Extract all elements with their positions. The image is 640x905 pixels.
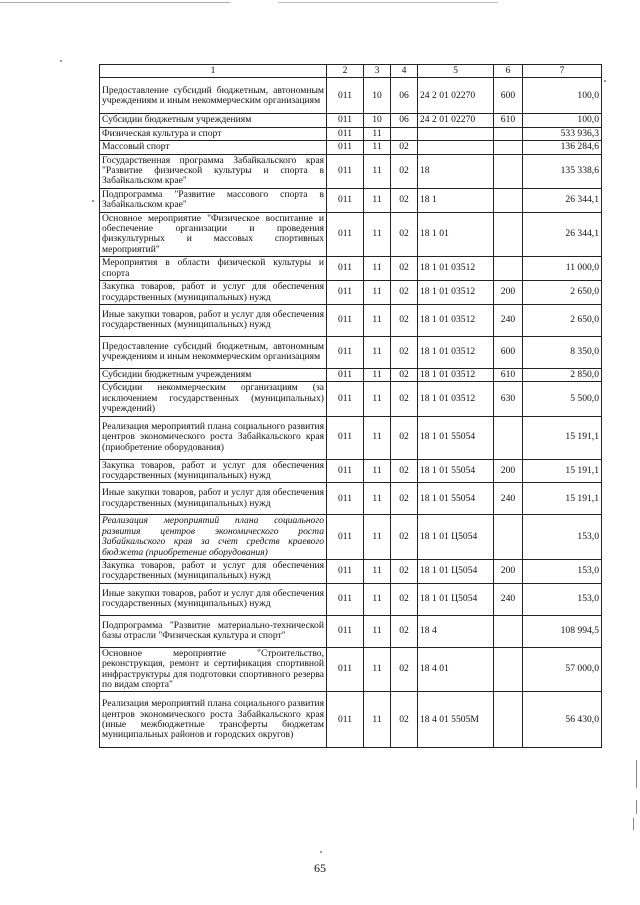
row-amount-cell: 56 430,0 — [523, 692, 602, 748]
row-subsection-cell: 06 — [391, 78, 418, 114]
row-expense-type-cell — [494, 515, 523, 560]
row-expense-type-cell — [494, 416, 523, 459]
row-target-article-cell: 18 1 01 55054 — [418, 459, 494, 483]
table-row — [100, 188, 602, 212]
row-name-cell: Физическая культура и спорт — [100, 127, 327, 140]
row-admin-code-cell: 011 — [327, 515, 364, 560]
row-section-cell: 11 — [364, 583, 391, 615]
row-name-cell: Подпрограмма "Развитие материально-технической базы отрасли "Физическая культура и спорт" — [100, 615, 327, 647]
row-target-article-cell: 18 1 01 Ц5054 — [418, 559, 494, 583]
row-name-cell: Предоставление субсидий бюджетным, автономным учреждениям и иным некоммерческим организациям — [100, 336, 327, 368]
row-subsection-cell: 02 — [391, 559, 418, 583]
row-target-article-cell: 18 1 01 03512 — [418, 382, 494, 416]
row-admin-code-cell: 011 — [327, 212, 364, 257]
row-amount-cell: 11 000,0 — [523, 257, 602, 281]
row-target-article-cell — [418, 141, 494, 154]
row-subsection-cell: 02 — [391, 647, 418, 692]
row-amount-cell: 153,0 — [523, 559, 602, 583]
row-section-cell: 11 — [364, 515, 391, 560]
row-section-cell: 11 — [364, 188, 391, 212]
row-subsection-cell: 02 — [391, 382, 418, 416]
row-amount-cell: 2 650,0 — [523, 304, 602, 336]
header-cell: 3 — [364, 65, 391, 78]
row-section-cell: 11 — [364, 304, 391, 336]
row-admin-code-cell: 011 — [327, 257, 364, 281]
row-subsection-cell: 02 — [391, 188, 418, 212]
row-name-cell: Субсидии бюджетным учреждениям — [100, 114, 327, 127]
row-target-article-cell: 18 1 01 03512 — [418, 257, 494, 281]
row-amount-cell: 153,0 — [523, 583, 602, 615]
row-section-cell: 11 — [364, 141, 391, 154]
row-subsection-cell: 02 — [391, 212, 418, 257]
row-admin-code-cell: 011 — [327, 483, 364, 515]
row-expense-type-cell: 200 — [494, 559, 523, 583]
row-amount-cell: 100,0 — [523, 114, 602, 127]
row-section-cell: 10 — [364, 78, 391, 114]
row-name-cell: Основное мероприятие "Физическое воспитание и обеспечение организации и проведения физкультурных и массовых спортивных мероприятий" — [100, 212, 327, 257]
row-section-cell: 11 — [364, 559, 391, 583]
row-name-cell: Государственная программа Забайкальского края "Развитие физической культуры и спорта в Забайкальском крае" — [100, 154, 327, 188]
row-section-cell: 11 — [364, 154, 391, 188]
row-amount-cell: 15 191,1 — [523, 483, 602, 515]
row-subsection-cell: 02 — [391, 459, 418, 483]
row-target-article-cell: 18 4 01 — [418, 647, 494, 692]
row-expense-type-cell — [494, 188, 523, 212]
row-subsection-cell: 02 — [391, 336, 418, 368]
row-target-article-cell: 18 1 01 03512 — [418, 336, 494, 368]
table-row — [100, 304, 602, 336]
row-subsection-cell: 02 — [391, 154, 418, 188]
row-expense-type-cell: 200 — [494, 459, 523, 483]
row-target-article-cell: 18 1 01 Ц5054 — [418, 583, 494, 615]
header-cell: 4 — [391, 65, 418, 78]
row-expense-type-cell: 240 — [494, 483, 523, 515]
row-expense-type-cell: 200 — [494, 281, 523, 305]
row-name-cell: Иные закупки товаров, работ и услуг для обеспечения государственных (муниципальных) нужд — [100, 304, 327, 336]
row-amount-cell: 15 191,1 — [523, 416, 602, 459]
table-row — [100, 583, 602, 615]
row-target-article-cell: 18 1 01 03512 — [418, 304, 494, 336]
row-name-cell: Реализация мероприятий плана социального развития центров экономического роста Забайкальского края (приобретение оборудования) — [100, 416, 327, 459]
row-section-cell: 11 — [364, 416, 391, 459]
row-name-cell: Закупка товаров, работ и услуг для обеспечения государственных (муниципальных) нужд — [100, 281, 327, 305]
row-subsection-cell: 06 — [391, 114, 418, 127]
row-admin-code-cell: 011 — [327, 692, 364, 748]
table-body — [100, 65, 602, 748]
row-subsection-cell: 02 — [391, 304, 418, 336]
row-target-article-cell: 18 1 01 03512 — [418, 281, 494, 305]
row-target-article-cell: 18 1 01 03512 — [418, 368, 494, 381]
row-amount-cell: 136 284,6 — [523, 141, 602, 154]
row-name-cell: Реализация мероприятий плана социального развития центров экономического роста Забайкальского края (иные межбюджетные трансферты бюджетам муниципальных районов и городских округов) — [100, 692, 327, 748]
table-row — [100, 257, 602, 281]
row-admin-code-cell: 011 — [327, 127, 364, 140]
row-subsection-cell: 02 — [391, 692, 418, 748]
row-subsection-cell: 02 — [391, 515, 418, 560]
row-target-article-cell: 18 — [418, 154, 494, 188]
row-section-cell: 11 — [364, 459, 391, 483]
row-admin-code-cell: 011 — [327, 141, 364, 154]
row-section-cell: 11 — [364, 647, 391, 692]
table-row — [100, 281, 602, 305]
row-section-cell: 11 — [364, 257, 391, 281]
row-target-article-cell: 24 2 01 02270 — [418, 78, 494, 114]
row-expense-type-cell — [494, 615, 523, 647]
row-amount-cell: 15 191,1 — [523, 459, 602, 483]
row-amount-cell: 100,0 — [523, 78, 602, 114]
table-row — [100, 154, 602, 188]
row-name-cell: Закупка товаров, работ и услуг для обеспечения государственных (муниципальных) нужд — [100, 559, 327, 583]
row-name-cell: Субсидии бюджетным учреждениям — [100, 368, 327, 381]
row-target-article-cell: 18 4 01 5505М — [418, 692, 494, 748]
row-admin-code-cell: 011 — [327, 416, 364, 459]
table-row — [100, 141, 602, 154]
row-target-article-cell: 18 1 01 Ц5054 — [418, 515, 494, 560]
header-cell: 1 — [100, 65, 327, 78]
row-target-article-cell: 18 4 — [418, 615, 494, 647]
row-name-cell: Подпрограмма "Развитие массового спорта в Забайкальском крае" — [100, 188, 327, 212]
row-subsection-cell: 02 — [391, 615, 418, 647]
row-admin-code-cell: 011 — [327, 154, 364, 188]
row-expense-type-cell: 240 — [494, 583, 523, 615]
header-cell: 7 — [523, 65, 602, 78]
row-amount-cell: 26 344,1 — [523, 212, 602, 257]
row-target-article-cell: 18 1 01 55054 — [418, 483, 494, 515]
row-section-cell: 10 — [364, 114, 391, 127]
row-expense-type-cell — [494, 127, 523, 140]
scan-artifact — [636, 760, 637, 788]
table-row — [100, 368, 602, 381]
row-section-cell: 11 — [364, 127, 391, 140]
row-subsection-cell — [391, 127, 418, 140]
row-admin-code-cell: 011 — [327, 647, 364, 692]
table-row — [100, 559, 602, 583]
row-target-article-cell: 18 1 — [418, 188, 494, 212]
table-row — [100, 647, 602, 692]
table-header-row — [100, 65, 602, 78]
row-expense-type-cell: 630 — [494, 382, 523, 416]
row-subsection-cell: 02 — [391, 257, 418, 281]
page-number: 65 — [314, 861, 326, 875]
row-section-cell: 11 — [364, 368, 391, 381]
row-expense-type-cell: 240 — [494, 304, 523, 336]
row-expense-type-cell: 610 — [494, 114, 523, 127]
row-admin-code-cell: 011 — [327, 615, 364, 647]
scan-artifact — [636, 800, 637, 814]
row-name-cell: Субсидии некоммерческим организациям (за исключением государственных (муниципальных) учреждений) — [100, 382, 327, 416]
row-name-cell: Иные закупки товаров, работ и услуг для обеспечения государственных (муниципальных) нужд — [100, 583, 327, 615]
scan-speck — [320, 851, 322, 853]
scan-speck — [604, 80, 606, 82]
table-row — [100, 336, 602, 368]
row-subsection-cell: 02 — [391, 483, 418, 515]
row-section-cell: 11 — [364, 212, 391, 257]
scan-edge-line — [0, 2, 230, 3]
row-name-cell: Массовый спорт — [100, 141, 327, 154]
row-amount-cell: 135 338,6 — [523, 154, 602, 188]
table-row — [100, 127, 602, 140]
row-amount-cell: 108 994,5 — [523, 615, 602, 647]
row-subsection-cell: 02 — [391, 368, 418, 381]
row-amount-cell: 26 344,1 — [523, 188, 602, 212]
row-expense-type-cell — [494, 212, 523, 257]
row-subsection-cell: 02 — [391, 583, 418, 615]
row-name-cell: Реализация мероприятий плана социального развития центров экономического роста Забайкальского края за счет средств краевого бюджета (приобретение оборудования) — [100, 515, 327, 560]
row-name-cell: Мероприятия в области физической культуры и спорта — [100, 257, 327, 281]
table-row — [100, 515, 602, 560]
row-expense-type-cell — [494, 257, 523, 281]
row-admin-code-cell: 011 — [327, 114, 364, 127]
table-row — [100, 483, 602, 515]
table-row — [100, 416, 602, 459]
row-name-cell: Закупка товаров, работ и услуг для обеспечения государственных (муниципальных) нужд — [100, 459, 327, 483]
row-admin-code-cell: 011 — [327, 336, 364, 368]
header-cell: 6 — [494, 65, 523, 78]
scan-speck — [60, 60, 62, 62]
header-cell: 5 — [418, 65, 494, 78]
row-name-cell: Иные закупки товаров, работ и услуг для обеспечения государственных (муниципальных) нужд — [100, 483, 327, 515]
table-row — [100, 382, 602, 416]
table-row — [100, 114, 602, 127]
row-admin-code-cell: 011 — [327, 281, 364, 305]
row-admin-code-cell: 011 — [327, 583, 364, 615]
row-expense-type-cell — [494, 141, 523, 154]
row-subsection-cell: 02 — [391, 416, 418, 459]
row-admin-code-cell: 011 — [327, 78, 364, 114]
row-amount-cell: 8 350,0 — [523, 336, 602, 368]
row-admin-code-cell: 011 — [327, 368, 364, 381]
scan-speck — [92, 200, 94, 202]
row-expense-type-cell — [494, 647, 523, 692]
row-subsection-cell: 02 — [391, 281, 418, 305]
row-target-article-cell — [418, 127, 494, 140]
header-cell: 2 — [327, 65, 364, 78]
row-amount-cell: 153,0 — [523, 515, 602, 560]
row-section-cell: 11 — [364, 615, 391, 647]
row-section-cell: 11 — [364, 382, 391, 416]
row-admin-code-cell: 011 — [327, 188, 364, 212]
scan-edge-line — [278, 2, 498, 3]
row-section-cell: 11 — [364, 281, 391, 305]
budget-table — [99, 64, 602, 748]
table-row — [100, 459, 602, 483]
row-expense-type-cell: 600 — [494, 336, 523, 368]
row-amount-cell: 5 500,0 — [523, 382, 602, 416]
row-amount-cell: 2 650,0 — [523, 281, 602, 305]
table-row — [100, 615, 602, 647]
row-section-cell: 11 — [364, 692, 391, 748]
table-row — [100, 692, 602, 748]
row-expense-type-cell: 600 — [494, 78, 523, 114]
scan-artifact — [633, 818, 634, 830]
row-target-article-cell: 24 2 01 02270 — [418, 114, 494, 127]
row-subsection-cell: 02 — [391, 141, 418, 154]
row-admin-code-cell: 011 — [327, 304, 364, 336]
row-amount-cell: 2 850,0 — [523, 368, 602, 381]
row-admin-code-cell: 011 — [327, 559, 364, 583]
row-expense-type-cell — [494, 154, 523, 188]
row-name-cell: Основное мероприятие "Строительство, реконструкция, ремонт и сертификация спортивной инфраструктуры для подготовки спортивного резерва по видам спорта" — [100, 647, 327, 692]
row-section-cell: 11 — [364, 483, 391, 515]
row-expense-type-cell: 610 — [494, 368, 523, 381]
table-row — [100, 212, 602, 257]
row-admin-code-cell: 011 — [327, 382, 364, 416]
row-amount-cell: 57 000,0 — [523, 647, 602, 692]
table-row — [100, 78, 602, 114]
row-expense-type-cell — [494, 692, 523, 748]
row-target-article-cell: 18 1 01 — [418, 212, 494, 257]
row-name-cell: Предоставление субсидий бюджетным, автономным учреждениям и иным некоммерческим организациям — [100, 78, 327, 114]
row-amount-cell: 533 936,3 — [523, 127, 602, 140]
row-section-cell: 11 — [364, 336, 391, 368]
row-target-article-cell: 18 1 01 55054 — [418, 416, 494, 459]
row-admin-code-cell: 011 — [327, 459, 364, 483]
